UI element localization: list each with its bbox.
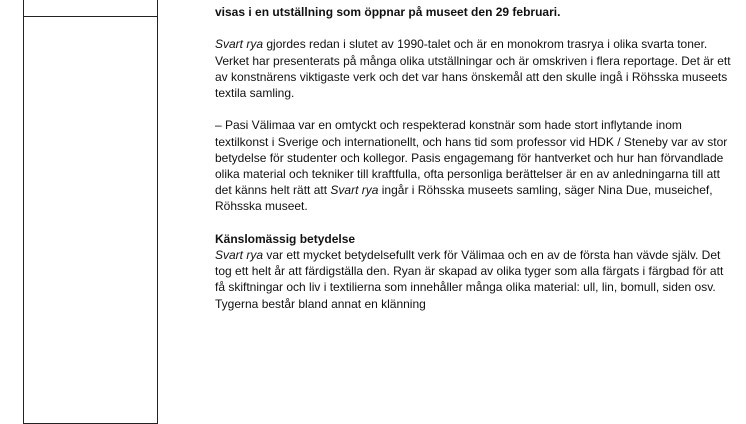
section-heading: Känslomässig betydelse — [215, 231, 356, 246]
paragraph-2 — [215, 117, 735, 214]
article-body — [215, 0, 735, 312]
work-title: Svart rya — [330, 183, 379, 198]
section-paragraph — [215, 247, 735, 312]
side-panel — [23, 0, 158, 424]
paragraph-2-text-after: ingår i Röhsska museets samling, säger Nina Due, museichef, Röhsska museet. — [215, 183, 713, 214]
section-paragraph-text: var ett mycket betydelsefullt verk för Välimaa och en av de första han vävde själv. Det tog ett helt år att färdigställa den. Ryan är skapad av olika tyger som alla färgats i färgbad för att få skiftningar och liv i textilierna som innehåller många olika material: ull, lin, bomull, siden osv. Tygerna består bland annat en klänning — [215, 248, 724, 311]
work-title: Svart rya — [215, 248, 264, 262]
paragraph-1-text: gjordes redan i slutet av 1990-talet och är en monokrom trasrya i olika svarta toner. Verket har presenterats på många olika utställningar och är omskriven i flera reportage. Det är ett av konstnärens viktigaste verk och det var hans önskemål att den skulle ingå i Röhsska museets textila samling. — [215, 37, 731, 100]
paragraph-1 — [215, 36, 735, 101]
work-title: Svart rya — [215, 37, 264, 52]
side-panel-rule — [24, 16, 157, 17]
lead-text: visas i en utställning som öppnar på museet den 29 februari. — [215, 5, 561, 19]
paragraph-2-text-before: – Pasi Välimaa var en omtyckt och respekterad konstnär som hade stort inflytande inom textilkonst i Sverige och internationellt, och hans tid som professor vid HDK / Steneby var av stor betydelse för studenter och kollegor. Pasis engagemang för hantverket och hur han förvandlade olika material och tekniker till kraftfulla, ofta personliga berättelser är en av anledningarna till att det känns helt rätt att — [215, 118, 728, 198]
